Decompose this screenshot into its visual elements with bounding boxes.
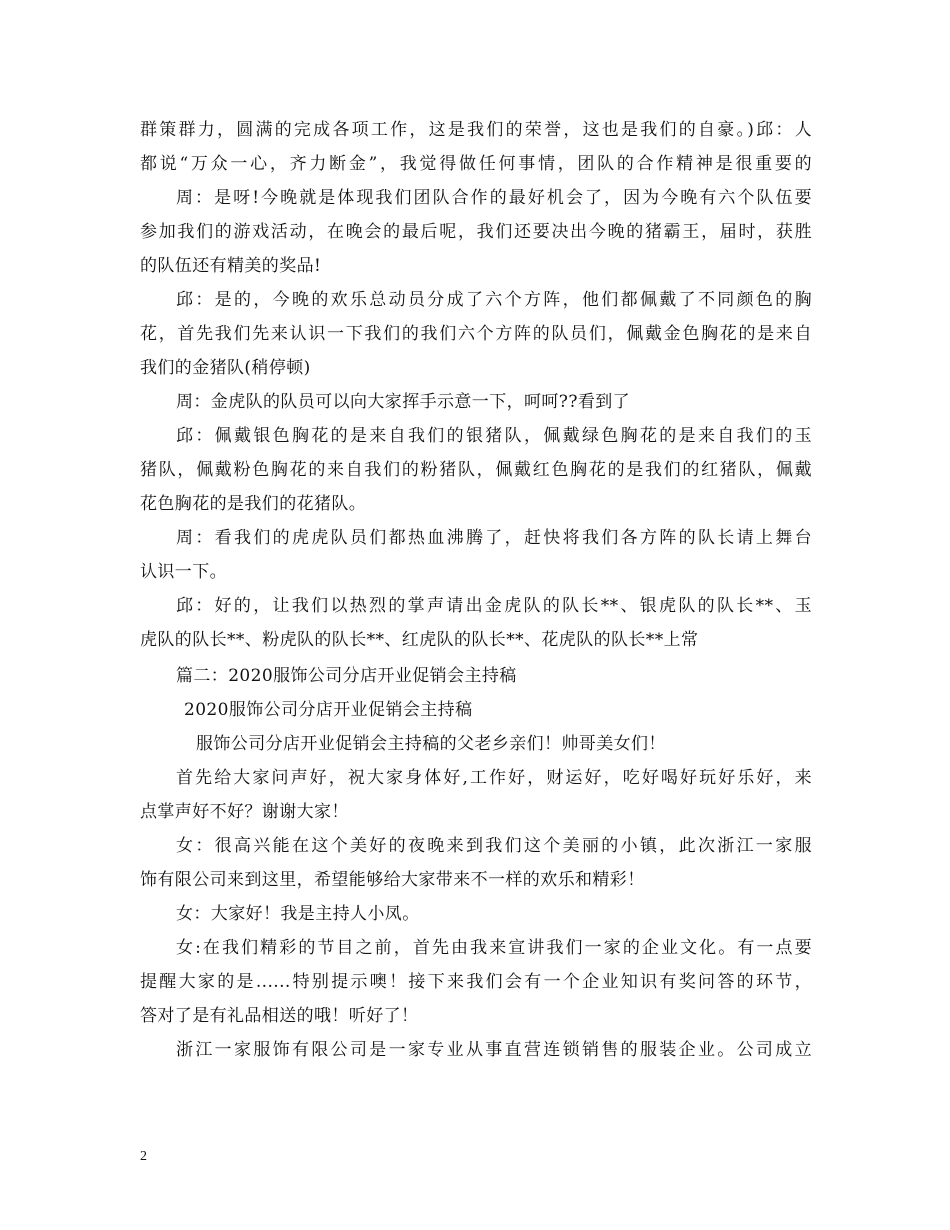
text-line: 邱：好的，让我们以热烈的掌声请出金虎队的队长**、银虎队的队长**、玉: [176, 596, 812, 616]
section-subheading: 2020服饰公司分店开业促销会主持稿: [184, 700, 473, 720]
text-line: 服饰公司分店开业促销会主持稿的父老乡亲们！帅哥美女们！: [196, 734, 666, 754]
text-line: 答对了是有礼品相送的哦！听好了！: [140, 1006, 419, 1026]
text-line: 邱：佩戴银色胸花的是来自我们的银猪队，佩戴绿色胸花的是来自我们的玉: [176, 426, 812, 446]
text-line: 女:在我们精彩的节目之前，首先由我来宣讲我们一家的企业文化。有一点要: [176, 938, 812, 958]
text-line: 女：大家好！我是主持人小凤。: [176, 904, 420, 924]
text-line: 提醒大家的是......特别提示噢！接下来我们会有一个企业知识有奖问答的环节，: [140, 972, 812, 992]
text-line: 邱：是的，今晚的欢乐总动员分成了六个方阵，他们都佩戴了不同颜色的胸: [176, 290, 812, 310]
text-line: 我们的金猪队(稍停顿): [140, 358, 311, 378]
text-line: 虎队的队长**、粉虎队的队长**、红虎队的队长**、花虎队的队长**上常: [140, 630, 699, 650]
text-line: 周：是呀!今晚就是体现我们团队合作的最好机会了，因为今晚有六个队伍要: [176, 188, 812, 208]
page-number: 2: [140, 1149, 147, 1164]
text-line: 花色胸花的是我们的花猪队。: [140, 494, 367, 514]
text-line: 都说“万众一心，齐力断金”，我觉得做任何事情，团队的合作精神是很重要的: [140, 154, 812, 174]
text-line: 浙江一家服饰有限公司是一家专业从事直营连锁销售的服装企业。公司成立: [176, 1040, 812, 1060]
text-line: 周：金虎队的队员可以向大家挥手示意一下，呵呵??看到了: [176, 392, 631, 412]
text-line: 群策群力，圆满的完成各项工作，这是我们的荣誉，这也是我们的自豪。)邱：人: [140, 120, 812, 140]
text-line: 饰有限公司来到这里，希望能够给大家带来不一样的欢乐和精彩！: [140, 870, 645, 890]
text-line: 首先给大家问声好，祝大家身体好,工作好，财运好，吃好喝好玩好乐好，来: [176, 768, 812, 788]
text-line: 点掌声好不好？谢谢大家！: [140, 802, 349, 822]
text-line: 女：很高兴能在这个美好的夜晚来到我们这个美丽的小镇，此次浙江一家服: [176, 836, 812, 856]
text-line: 认识一下。: [140, 562, 227, 582]
text-line: 参加我们的游戏活动，在晚会的最后呢，我们还要决出今晚的猪霸王，届时，获胜: [140, 222, 812, 242]
text-line: 周：看我们的虎虎队员们都热血沸腾了，赶快将我们各方阵的队长请上舞台: [176, 528, 812, 548]
text-line: 的队伍还有精美的奖品!: [140, 256, 322, 276]
text-line: 猪队，佩戴粉色胸花的来自我们的粉猪队，佩戴红色胸花的是我们的红猪队，佩戴: [140, 460, 812, 480]
section-heading: 篇二：2020服饰公司分店开业促销会主持稿: [176, 666, 517, 686]
text-line: 花，首先我们先来认识一下我们的我们六个方阵的队员们，佩戴金色胸花的是来自: [140, 324, 812, 344]
